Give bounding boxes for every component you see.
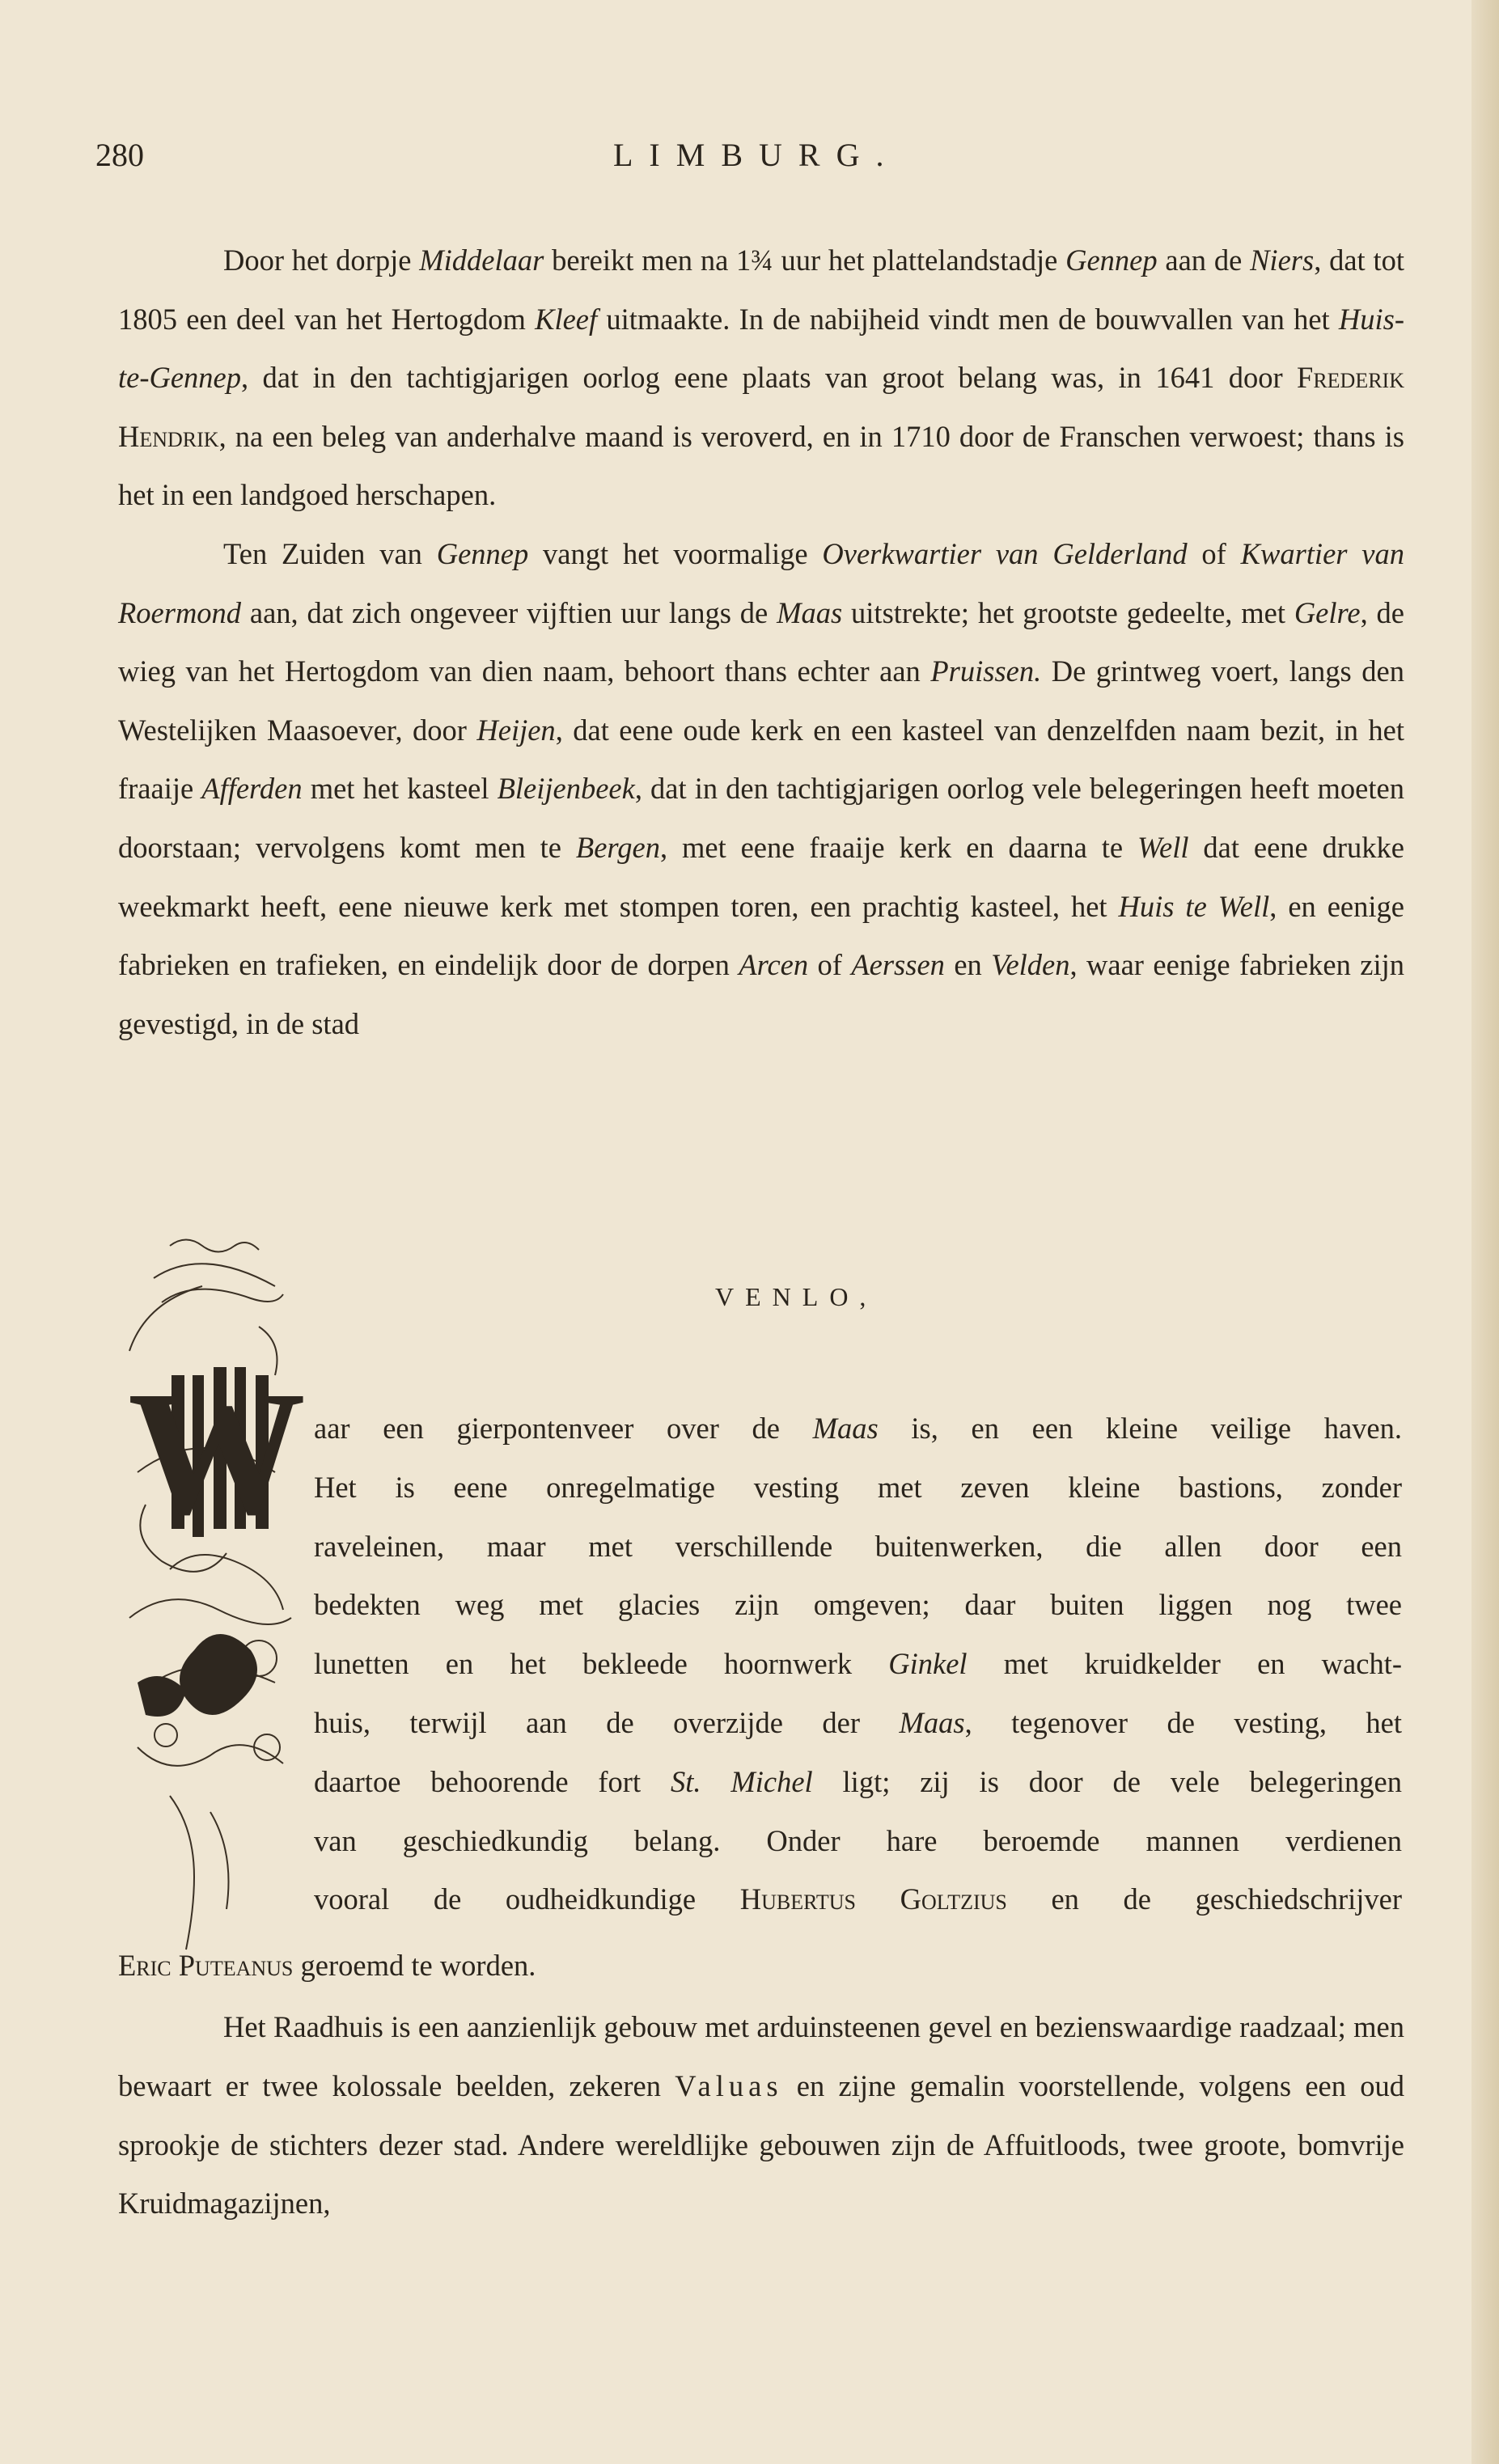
person-name: Frederik Hendrik — [118, 361, 1404, 453]
italic-term: Middelaar — [419, 243, 544, 277]
italic-term: Pruissen. — [930, 654, 1042, 688]
italic-term: Ginkel — [888, 1647, 968, 1681]
page-header — [95, 136, 1406, 184]
text-continuation: Eric Puteanus geroemd te worden. — [118, 1949, 536, 1982]
italic-term: Heijen — [476, 713, 556, 747]
italic-term: Kwartier van Roermond — [118, 536, 1404, 629]
italic-term: Maas — [777, 595, 843, 629]
text-block-raadhuis — [118, 1998, 1404, 2233]
decorated-initial-w — [121, 1230, 312, 1958]
italic-term: Well — [1137, 830, 1189, 864]
italic-term: Niers — [1250, 243, 1315, 277]
ornament-illustration — [121, 1230, 312, 1958]
page-number: 280 — [95, 137, 144, 173]
running-title: LIMBURG. — [613, 137, 900, 173]
text-line: lunetten en het bekleede hoornwerk Ginkel met kruidkelder en wacht- — [314, 1647, 1402, 1681]
italic-term: Gelre — [1294, 595, 1361, 629]
text-line: bedekten weg met glacies zijn omgeven; daar buiten liggen nog twee — [314, 1588, 1402, 1622]
page-edge — [1471, 0, 1499, 2464]
spaced-name: Valuas — [675, 2068, 783, 2102]
person-name: Hubertus Goltzius — [739, 1882, 1007, 1916]
text-line: vooral de oudheidkundige Hubertus Goltzius en de geschiedschrijver — [314, 1882, 1402, 1916]
italic-term: Bergen — [575, 830, 660, 864]
text-line: huis, terwijl aan de overzijde der Maas, tegenover de vesting, het — [314, 1705, 1402, 1739]
italic-term: Maas — [899, 1705, 965, 1739]
italic-term: Gennep — [1065, 243, 1158, 277]
italic-term: Velden — [991, 948, 1070, 982]
text-line: Het is eene onregelmatige vesting met zeven kleine bastions, zonder — [314, 1470, 1402, 1504]
italic-term: Aerssen — [851, 948, 945, 982]
initial-letter: W — [128, 1354, 306, 1552]
text-line: van geschiedkundig belang. Onder hare beroemde mannen verdienen — [314, 1823, 1402, 1857]
section-heading-venlo: VENLO, — [715, 1282, 878, 1311]
italic-term: Kleef — [535, 302, 598, 336]
italic-term: Arcen — [739, 948, 809, 982]
italic-term: Huis-te-Gennep — [118, 302, 1404, 395]
italic-term: Huis te Well — [1118, 889, 1270, 923]
italic-term: Afferden — [201, 772, 303, 806]
paragraph: Ten Zuiden van Gennep vangt het voormalige Overkwartier van Gelderland of Kwartier van Roermond aan, dat zich ongeveer vijftien uur langs de Maas uitstrekte; het grootste gedeelte, met Gelre, de wieg van het Hertogdom van dien naam, behoort thans echter aan Pruissen. De grintweg voert, langs den Westelijken Maasoever, door Heijen, dat eene oude kerk en een kasteel van denzelfden naam bezit, in het fraaije Afferden met het kasteel Bleijenbeek, dat in den tachtigjarigen oorlog vele belegeringen heeft moeten doorstaan; vervolgens komt men te Bergen, met eene fraaije kerk en daarna te Well dat eene drukke weekmarkt heeft, eene nieuwe kerk met stompen toren, een prachtig kasteel, het Huis te Well, en eenige fabrieken en trafieken, en eindelijk door de dorpen Arcen of Aerssen en Velden, waar eenige fabrieken zijn gevestigd, in de stad — [118, 536, 1404, 1040]
italic-term: St. Michel — [670, 1764, 813, 1798]
text-line: daartoe behoorende fort St. Michel ligt; zij is door de vele belegeringen — [314, 1764, 1402, 1798]
paragraph: Door het dorpje Middelaar bereikt men na 1¾ uur het plattelandstadje Gennep aan de Niers, dat tot 1805 een deel van het Hertogdom Kleef uitmaakte. In de nabijheid vindt men de bouwvallen van het Huis-te-Gennep, dat in den tachtigjarigen oorlog eene plaats van groot belang was, in 1641 door Frederik Hendrik, na een beleg van anderhalve maand is veroverd, en in 1710 door de Franschen verwoest; thans is het in een landgoed herschapen. — [118, 243, 1404, 512]
paragraph: Het Raadhuis is een aanzienlijk gebouw met arduinsteenen gevel en bezienswaardige raadzaal; men bewaart er twee kolossale beelden, zekeren Valuas en zijne gemalin voorstellende, volgens een oud sprookje de stichters dezer stad. Andere wereldlijke gebouwen zijn de Affuitloods, twee groote, bomvrije Kruidmagazijnen, — [118, 2010, 1404, 2221]
text-block-gennep — [118, 231, 1404, 1053]
italic-term: Bleijenbeek — [497, 772, 635, 806]
italic-term: Maas — [812, 1412, 879, 1445]
text-line: raveleinen, maar met verschillende buitenwerken, die allen door een — [314, 1529, 1402, 1563]
text-line: aar een gierpontenveer over de Maas is, en een kleine veilige haven. — [314, 1412, 1403, 1445]
text-block-venlo — [314, 1399, 1402, 1929]
italic-term: Overkwartier van Gelderland — [822, 536, 1188, 570]
person-name: Eric Puteanus — [118, 1949, 294, 1982]
italic-term: Gennep — [436, 536, 529, 570]
